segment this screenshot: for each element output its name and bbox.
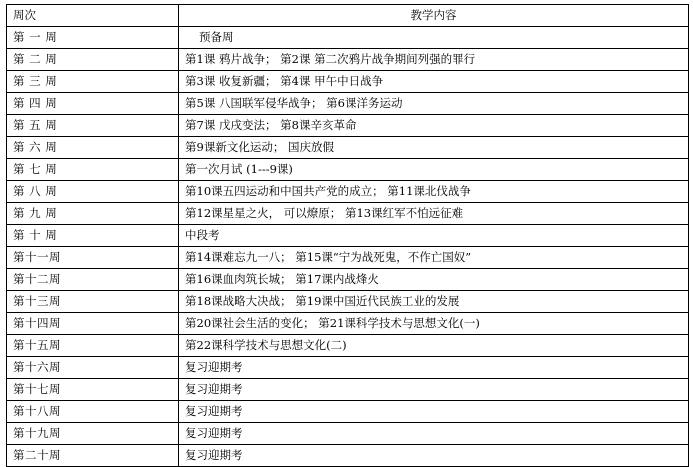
content-column-header: 教学内容: [179, 5, 689, 27]
week-cell: 第 四 周: [7, 93, 179, 115]
table-row: [7, 291, 689, 313]
content-cell: 第9课新文化运动； 国庆放假: [179, 137, 689, 159]
week-cell: 第 八 周: [7, 181, 179, 203]
content-cell: 第12课星星之火， 可以燎原； 第13课红军不怕远征难: [179, 203, 689, 225]
week-cell: 第 六 周: [7, 137, 179, 159]
week-cell: 第 七 周: [7, 159, 179, 181]
content-cell: 复习迎期考: [179, 357, 689, 379]
table-row: [7, 159, 689, 181]
content-cell: 复习迎期考: [179, 401, 689, 423]
content-cell: 中段考: [179, 225, 689, 247]
week-cell: 第 三 周: [7, 71, 179, 93]
table-row: [7, 115, 689, 137]
content-cell: 复习迎期考: [179, 423, 689, 445]
table-row: [7, 401, 689, 423]
table-row: [7, 49, 689, 71]
content-cell: 第20课社会生活的变化； 第21课科学技术与思想文化(一): [179, 313, 689, 335]
week-cell: 第十五周: [7, 335, 179, 357]
week-cell: 第十六周: [7, 357, 179, 379]
week-cell: 第 二 周: [7, 49, 179, 71]
table-row: [7, 357, 689, 379]
week-cell: 第十一周: [7, 247, 179, 269]
content-cell: 第18课战略大决战； 第19课中国近代民族工业的发展: [179, 291, 689, 313]
table-row: [7, 247, 689, 269]
table-row: [7, 181, 689, 203]
teaching-schedule-table: [6, 4, 689, 467]
schedule-sheet: [6, 4, 688, 467]
week-cell: 第十三周: [7, 291, 179, 313]
content-cell: 第一次月试 (1---9课): [179, 159, 689, 181]
table-row: [7, 379, 689, 401]
content-cell: 复习迎期考: [179, 445, 689, 467]
week-cell: 第十九周: [7, 423, 179, 445]
table-row: [7, 313, 689, 335]
table-row: [7, 93, 689, 115]
content-cell: 第3课 收复新疆； 第4课 甲午中日战争: [179, 71, 689, 93]
table-row: [7, 269, 689, 291]
table-row: [7, 423, 689, 445]
content-cell: 第5课 八国联军侵华战争； 第6课洋务运动: [179, 93, 689, 115]
week-cell: 第 九 周: [7, 203, 179, 225]
table-row: [7, 335, 689, 357]
week-cell: 第十四周: [7, 313, 179, 335]
header-row: [7, 5, 689, 27]
content-cell: 第7课 戊戌变法； 第8课辛亥革命: [179, 115, 689, 137]
week-cell: 第 十 周: [7, 225, 179, 247]
content-cell: 第10课五四运动和中国共产党的成立； 第11课北伐战争: [179, 181, 689, 203]
content-cell: 第16课血肉筑长城； 第17课内战烽火: [179, 269, 689, 291]
table-row: [7, 71, 689, 93]
table-row: [7, 225, 689, 247]
week-cell: 第十八周: [7, 401, 179, 423]
week-cell: 第十二周: [7, 269, 179, 291]
week-cell: 第 一 周: [7, 27, 179, 49]
content-cell: 第1课 鸦片战争； 第2课 第二次鸦片战争期间列强的罪行: [179, 49, 689, 71]
week-cell: 第 五 周: [7, 115, 179, 137]
table-row: [7, 27, 689, 49]
week-cell: 第二十周: [7, 445, 179, 467]
table-row: [7, 445, 689, 467]
week-cell: 第十七周: [7, 379, 179, 401]
week-column-header: 周次: [7, 5, 179, 27]
content-cell: 第22课科学技术与思想文化(二): [179, 335, 689, 357]
table-row: [7, 137, 689, 159]
content-cell: 复习迎期考: [179, 379, 689, 401]
content-cell: 预备周: [179, 27, 689, 49]
content-cell: 第14课难忘九一八； 第15课“宁为战死鬼，不作亡国奴”: [179, 247, 689, 269]
table-row: [7, 203, 689, 225]
